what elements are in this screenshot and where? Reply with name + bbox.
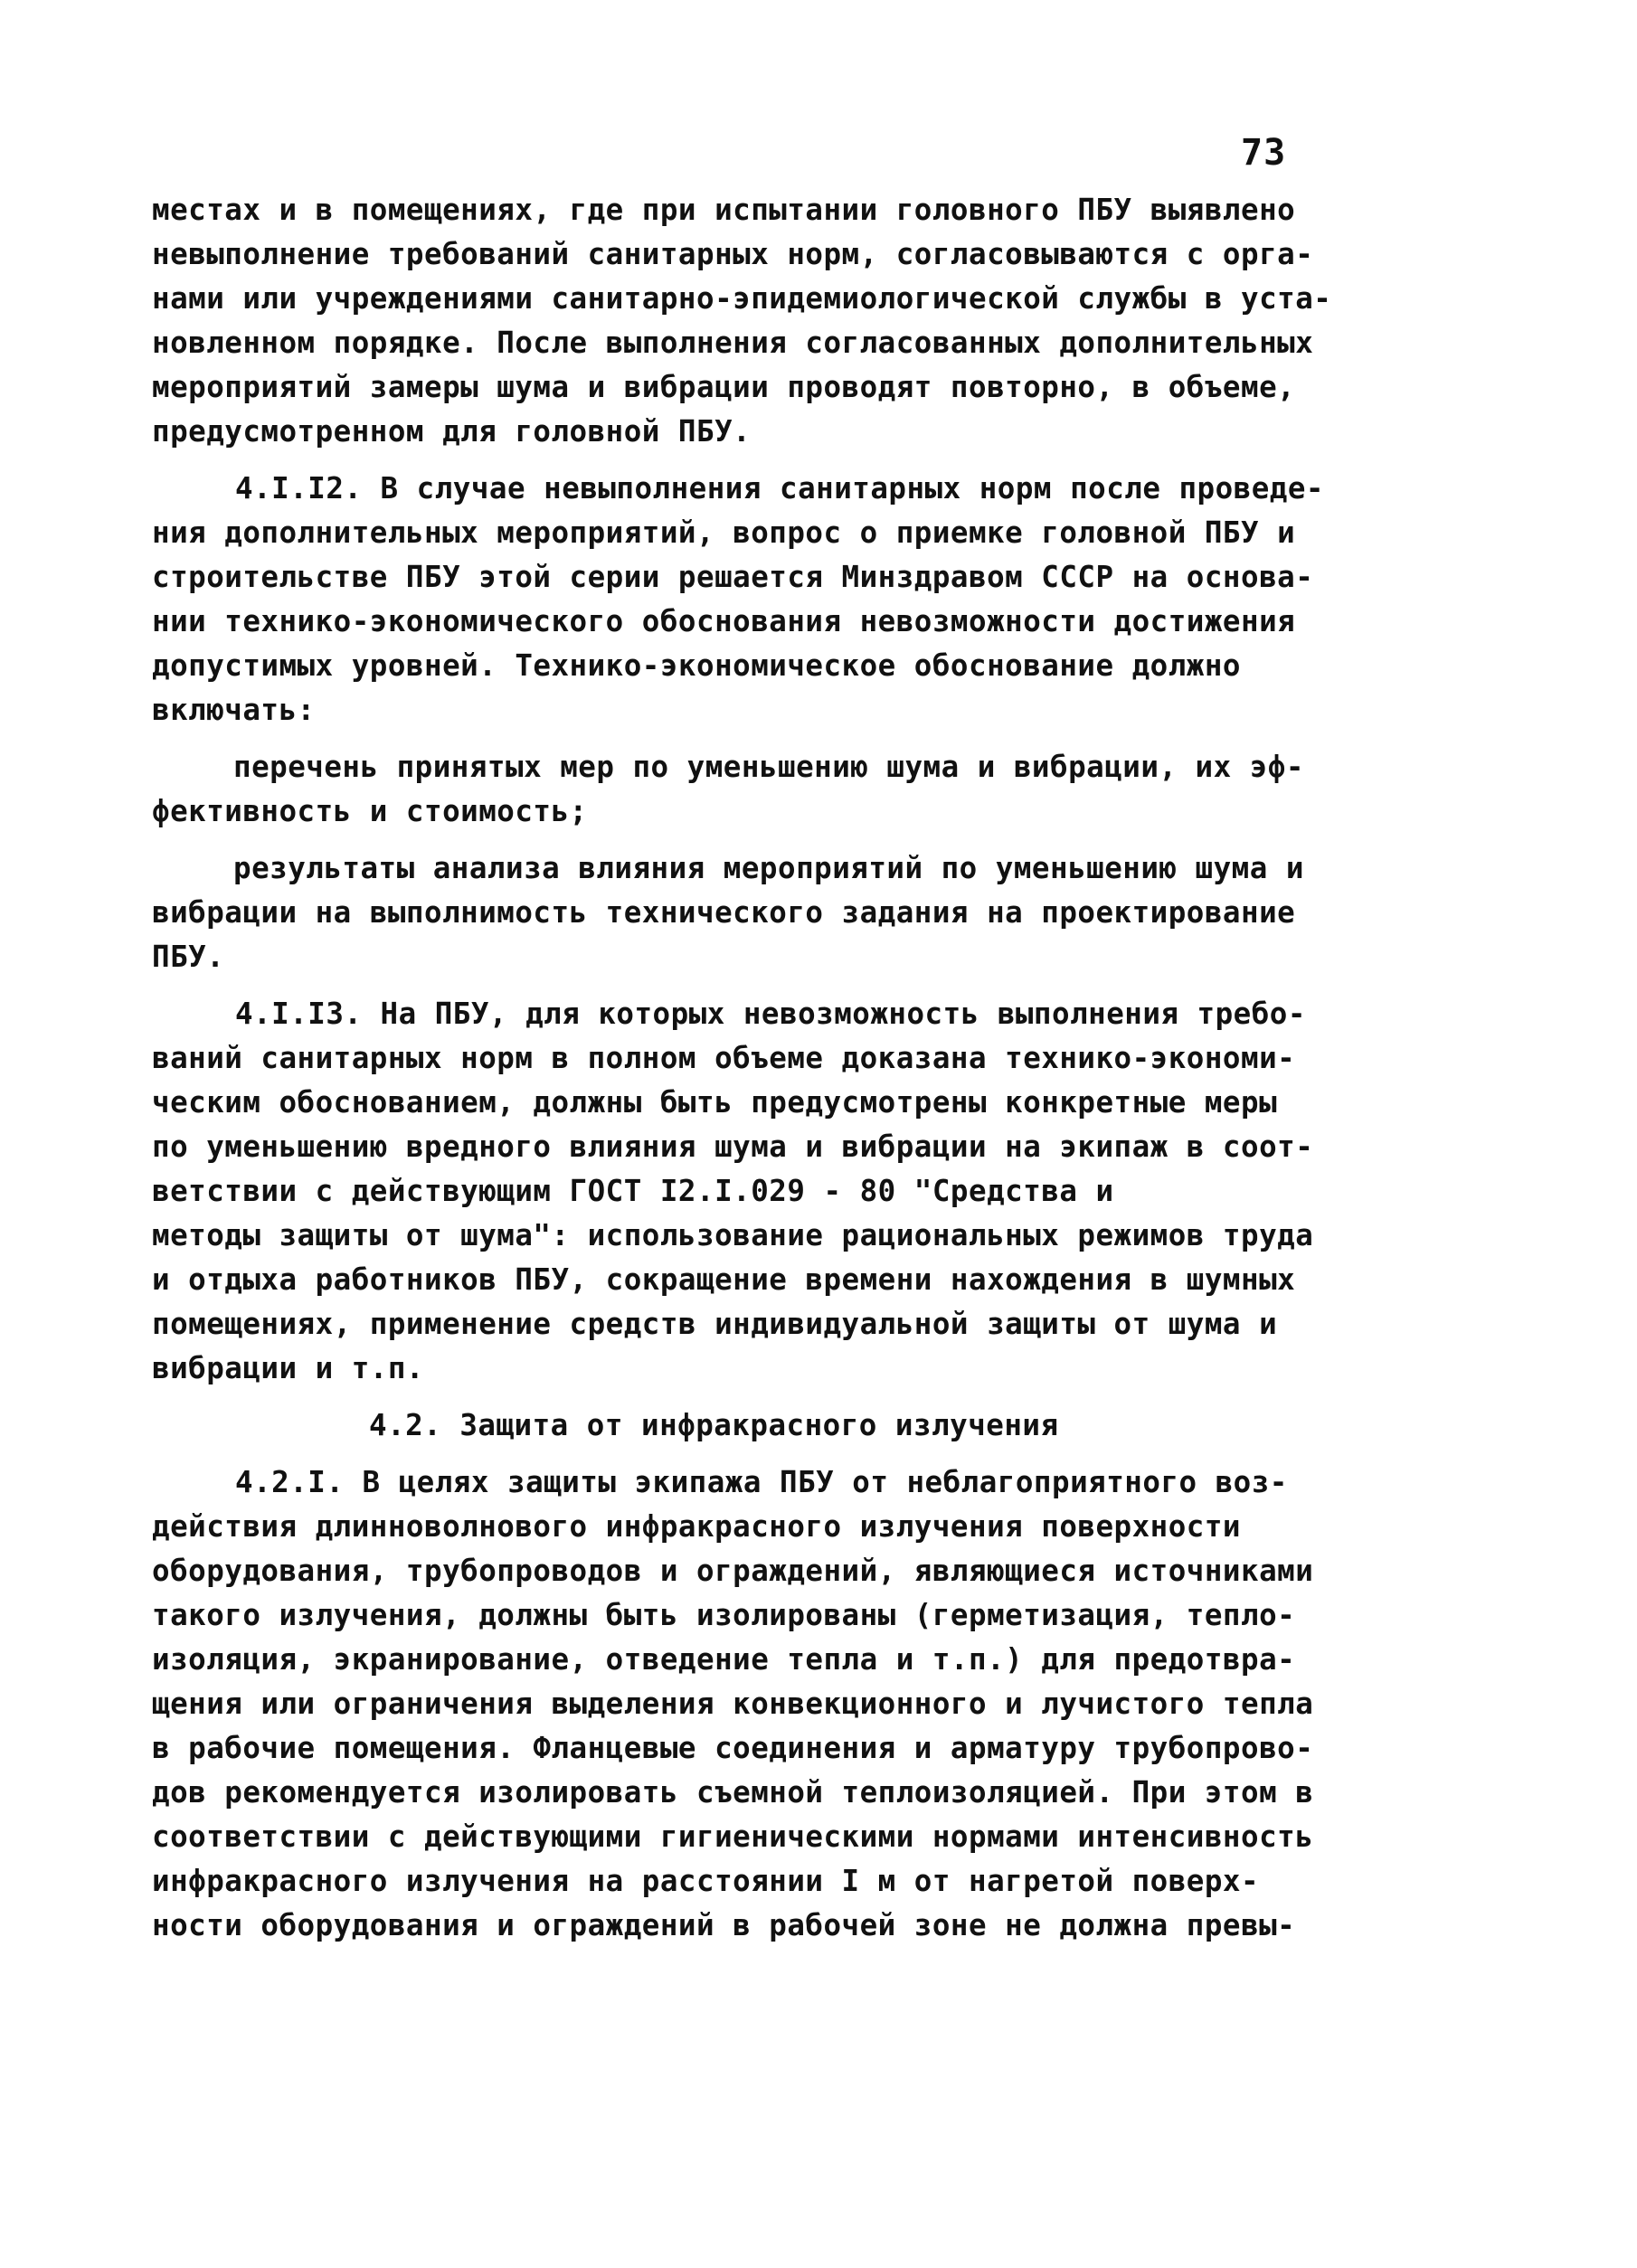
text-line: оборудования, трубопроводов и ограждений, являющиеся источниками (152, 1554, 1314, 1588)
text-line: щения или ограничения выделения конвекционного и лучистого тепла (152, 1687, 1314, 1721)
text-line: включать: (152, 693, 316, 727)
text-line: строительстве ПБУ этой серии решается Минздравом СССР на основа- (152, 560, 1314, 594)
text-line: невыполнение требований санитарных норм, согласовываются с орга- (152, 237, 1314, 271)
paragraph-gap (152, 979, 1409, 992)
text-line: 4.2.I. В целях защиты экипажа ПБУ от неблагоприятного воз- (235, 1465, 1288, 1499)
paragraph-gap (152, 454, 1409, 467)
text-line: ния дополнительных мероприятий, вопрос о приемке головной ПБУ и (152, 515, 1296, 550)
text-line: по уменьшению вредного влияния шума и вибрации на экипаж в соот- (152, 1129, 1314, 1164)
paragraph-gap (152, 732, 1409, 745)
text-line: ваний санитарных норм в полном объеме доказана технико-экономи- (152, 1041, 1296, 1075)
text-line: дов рекомендуется изолировать съемной теплоизоляцией. При этом в (152, 1775, 1314, 1810)
text-line: ческим обоснованием, должны быть предусмотрены конкретные меры (152, 1085, 1278, 1120)
text-line: мероприятий замеры шума и вибрации проводят повторно, в объеме, (152, 370, 1296, 404)
text-line: изоляция, экранирование, отведение тепла и т.п.) для предотвра- (152, 1642, 1296, 1677)
text-line: нии технико-экономического обоснования невозможности достижения (152, 604, 1296, 638)
text-line: новленном порядке. После выполнения согласованных дополнительных (152, 326, 1314, 360)
text-line: такого излучения, должны быть изолированы (герметизация, тепло- (152, 1598, 1296, 1632)
text-line: вибрации на выполнимость технического задания на проектирование (152, 895, 1296, 930)
text-line: ности оборудования и ограждений в рабочей зоне не должна превы- (152, 1908, 1296, 1942)
text-line: инфракрасного излучения на расстоянии I м от нагретой поверх- (152, 1864, 1260, 1898)
paragraph-gap (152, 1391, 1409, 1403)
text-line: в рабочие помещения. Фланцевые соединения и арматуру трубопрово- (152, 1731, 1314, 1765)
body-text (152, 188, 1409, 1948)
text-line: нами или учреждениями санитарно-эпидемиологической службы в уста- (152, 281, 1332, 316)
text-line: фективность и стоимость; (152, 794, 588, 828)
text-line: местах и в помещениях, где при испытании головного ПБУ выявлено (152, 193, 1296, 227)
paragraph-gap (152, 1448, 1409, 1460)
text-line: результаты анализа влияния мероприятий по уменьшению шума и (233, 851, 1304, 885)
paragraph-gap (152, 834, 1409, 846)
text-line: помещениях, применение средств индивидуальной защиты от шума и (152, 1307, 1278, 1341)
text-line: действия длинноволнового инфракрасного излучения поверхности (152, 1509, 1241, 1544)
text-line: ПБУ. (152, 940, 225, 974)
text-line: 4.I.I2. В случае невыполнения санитарных норм после проведе- (235, 471, 1324, 506)
text-line: вибрации и т.п. (152, 1351, 424, 1385)
text-line: методы защиты от шума": использование рациональных режимов труда (152, 1218, 1314, 1252)
page-number: 73 (1241, 132, 1287, 174)
section-heading: 4.2. Защита от инфракрасного излучения (369, 1408, 1059, 1442)
text-line: предусмотренном для головной ПБУ. (152, 414, 752, 449)
text-line: и отдыха работников ПБУ, сокращение времени нахождения в шумных (152, 1262, 1296, 1297)
text-line: допустимых уровней. Технико-экономическое обоснование должно (152, 648, 1241, 683)
text-line: перечень принятых мер по уменьшению шума и вибрации, их эф- (233, 750, 1304, 784)
text-line: 4.I.I3. На ПБУ, для которых невозможность выполнения требо- (235, 997, 1306, 1031)
text-line: соответствии с действующими гигиеническими нормами интенсивность (152, 1819, 1314, 1854)
text-line: ветствии с действующим ГОСТ I2.I.029 - 80 "Средства и (152, 1174, 1114, 1208)
